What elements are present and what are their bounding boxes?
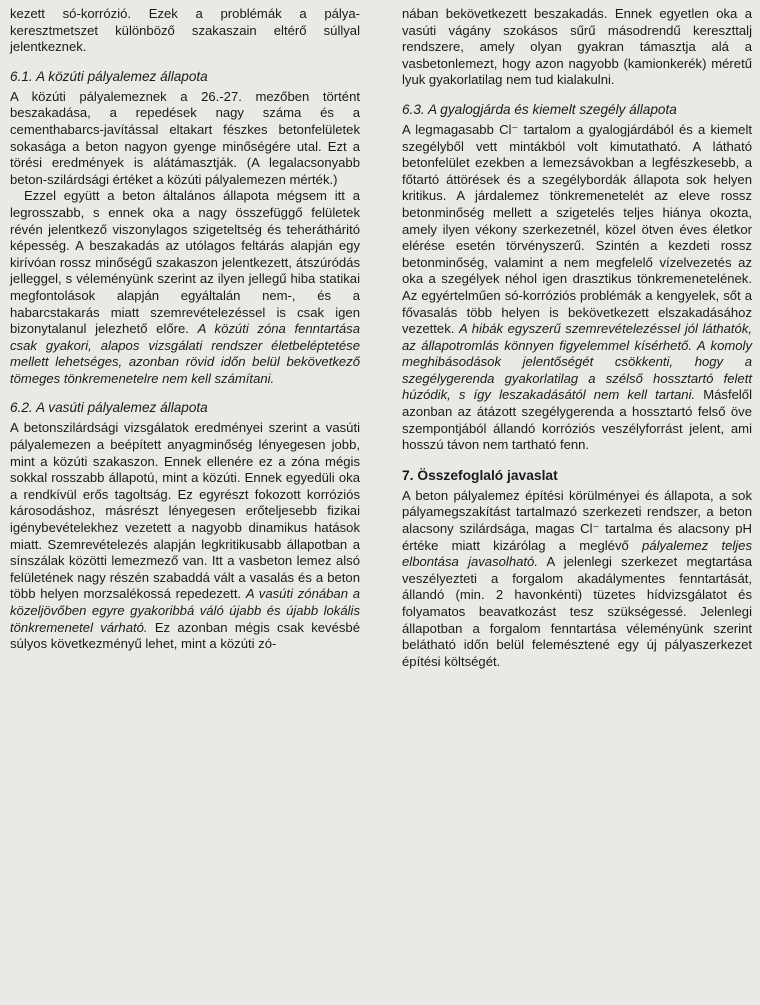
paragraph-6-3-text: A legmagasabb Cl⁻ tartalom a gyalogjárdából és a kiemelt szegélyből vett mintákból volt kimutatható. A látható betonfelület ezekben a lemezsávokban a legfészkesebb, a főtartó áttörések és a szegélybordák állapota sok helyen kritikus. A járdalemez tönkremenetelét az eleve rossz betonminőség mellett a szigetelés teljes hiánya okozta, amely ilyen vékony szerkezetnél, közel ötven éves életkor elérése esetén törvényszerű. Szintén a kezdeti rossz betonminőség, valamint a nem megfelelő vízelvezetés az oka a szegélyek néhol igen drasztikus tönkremenetelének. Az egyértelműen só-korróziós problémák a kengyelek, sőt a fővasalás több helyen is bekövetkezett elszakadásához vezettek. <box>402 121 752 337</box>
paragraph-6-2-text: A betonszilárdsági vizsgálatok eredményei szerint a vasúti pályalemezen a beépített anyagminőség lényegesen jobb, mint a közúti szakaszon. Ennek ellenére ez a zóna mégis sokkal rosszabb állapotú, mint a közúti. Ennek egyedüli oka a rendkívül erős tagoltság. Ez egyrészt fokozott korróziós károsodáshoz, másrészt lényegesen erőteljesebb fizikai igénybevételekhez vezetett a nagyobb dinamikus hatások miatt. Szemrevételezés alapján legkritikusabb állapotban a sínszálak közötti lemezmező van. Itt a vasbeton lemez alsó felületének nagy részén szabaddá vált a vasalás és a beton több helyen morzsalékossá repedezett. <box>10 420 360 602</box>
paragraph-6-1-b <box>10 188 360 387</box>
paragraph-6-3-tail: Másfelől azonban az átázott szegélygerenda a hossztartó felső öve szempontjából állandó korróziós veszélyforrást jelent, ami hosszú távon nem tartható fenn. <box>402 387 752 453</box>
paragraph-6-1-b-text: Ezzel együtt a beton általános állapota mégsem itt a legrosszabb, s ennek oka a nagy összefüggő felületek révén jelentkező viszonylagos szigeteltség és teherátháritó képesség. A beszakadás az utólagos feltárás alapján egy kirívóan rossz minőségű szakaszon jelentkezett, átszúródás jelleggel, s véleményünk szerint az ilyen jellegű hiba statikai megfontolások alapján egyáltalán nem-, és a habarcstakarás miatt szemrevételezéssel is csak igen bizonytalanul jelezhető előre. <box>10 188 360 337</box>
paragraph-6-2-emphasis: A vasúti zónában a közeljövőben egyre gyakoribbá váló újabb és újabb lokális tönkremenetel várható. <box>10 586 360 635</box>
heading-7: 7. Összefoglaló javaslat <box>402 467 558 483</box>
paragraph-6-1-a: A közúti pályalemeznek a 26.-27. mezőben történt beszakadása, a repedések nagy száma és a cementhabarcs-javítással eltakart fészkes betonfelületek sokasága a beton nagyon gyenge minőségére utal. Ezt a törési eredmények is alátámasztják. (A legalacsonyabb beton-szilárdsági értéket a közúti pályalemezen mérték.) <box>10 88 360 187</box>
heading-6-2: 6.2. A vasúti pályalemez állapota <box>10 400 208 416</box>
continuation-paragraph: nában bekövetkezett beszakadás. Ennek egyetlen oka a vasúti vágány szokásos sűrű másodrendű kereszttalj rendszere, amely olyan gyakran támasztja alá a vasbetonlemezt, hogy azon nagyobb (kamionkerék) méretű lyuk gyakorlatilag nem tud kialakulni. <box>402 6 752 88</box>
paragraph-7 <box>402 488 752 671</box>
heading-6-3: 6.3. A gyalogjárda és kiemelt szegély állapota <box>402 101 677 117</box>
paragraph-6-3-emphasis: A hibák egyszerű szemrevételezéssel jól láthatók, az állapotromlás könnyen figyelemmel kísérhető. A komoly meghibásodások jelentőségét csökkenti, hogy a szegélygerenda gyakorlatilag a szélső hossztartó felett húzódik, s így leszakadásától nem kell tartani. <box>402 321 752 403</box>
paragraph-7-emphasis: pályalemez teljes elbontása javasolható. <box>402 537 753 570</box>
heading-6-1: 6.1. A közúti pályalemez állapota <box>10 68 208 84</box>
paragraph-7-text: A beton pályalemez építési körülményei és állapota, a sok pályamegszakítást tartalmazó szerkezeti rendszer, a beton alacsony szilárdsága, magas Cl⁻ tartalma és alacsony pH értéke miatt kizárólag a meglévő <box>402 487 752 553</box>
paragraph-6-2-tail: Ez azonban mégis csak kevésbé súlyos következményű lehet, mint a közúti zó- <box>10 619 360 652</box>
paragraph-6-3 <box>402 122 752 454</box>
paragraph-6-1-b-emphasis: A közúti zóna fenntartása csak gyakori, alapos vizsgálati rendszer életbeléptetése mellett lehetséges, azonban rövid időn belül bekövetkező tömeges tönkremenetelre nem kell számítani. <box>10 321 360 386</box>
intro-paragraph: kezett só-korrózió. Ezek a problémák a pálya-keresztmetszet különböző szakaszain eltérő súllyal jelentkeznek. <box>10 6 360 55</box>
paragraph-6-2 <box>10 420 360 652</box>
paragraph-7-tail: A jelenlegi szerkezet megtartása veszélyezteti a forgalom akadálymentes fenntartását, állandó (min. 2 havonkénti) tüzetes hídvizsgálatot és folyamatos beavatkozást tesz szükségessé. Jelenlegi állapotban a forgalom fenntartása véleményünk szerint belátható időn belül felemésztené egy új pályaszerkezet építési költségét. <box>402 554 753 669</box>
right-column <box>402 6 752 670</box>
left-column <box>10 6 360 653</box>
